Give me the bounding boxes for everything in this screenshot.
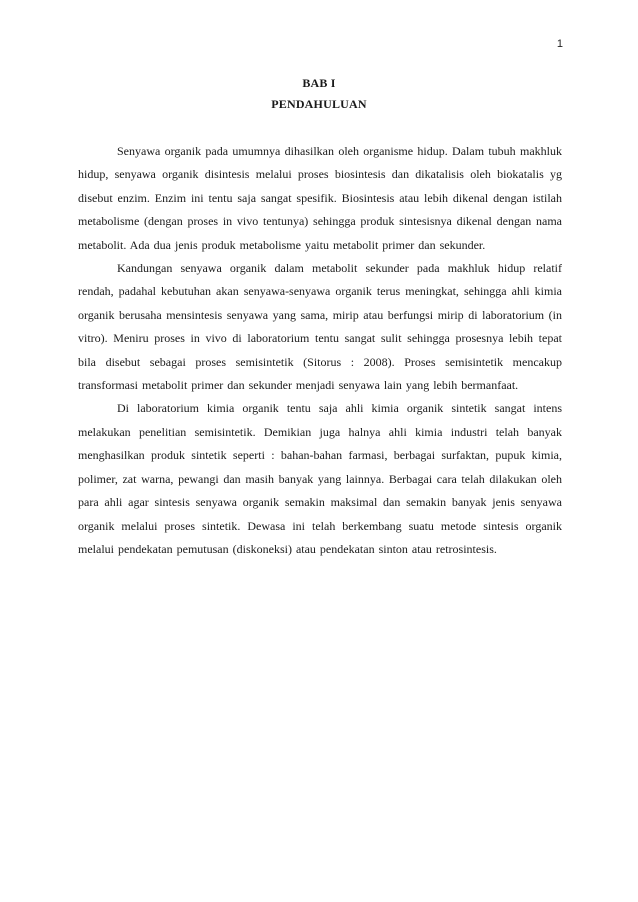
paragraph-1: Senyawa organik pada umumnya dihasilkan oleh organisme hidup. Dalam tubuh makhluk hidup, senyawa organik disintesis melalui proses biosintesis dan dikatalisis oleh biokatalis yg disebut enzim. Enzim ini tentu saja sangat spesifik. Biosintesis atau lebih dikenal dengan istilah metabolisme (dengan proses in vivo tentunya) sehingga produk sintesisnya dikenal dengan nama metabolit. Ada dua jenis produk metabolisme yaitu metabolit primer dan sekunder. — [78, 144, 562, 252]
chapter-label: BAB I — [302, 76, 336, 90]
paragraph-2: Kandungan senyawa organik dalam metabolit sekunder pada makhluk hidup relatif rendah, padahal kebutuhan akan senyawa-senyawa organik terus meningkat, sehingga ahli kimia organik berusaha mensintesis senyawa yang sama, mirip atau berfungsi mirip di laboratorium (in vitro). Meniru proses in vivo di laboratorium tentu sangat sulit sehingga prosesnya lebih tepat bila disebut sebagai proses semisintetik (Sitorus : 2008). Proses semisintetik mencakup transformasi metabolit primer dan sekunder menjadi senyawa lain yang lebih bermanfaat. — [78, 261, 562, 393]
body-text — [78, 140, 562, 561]
page-number: 1 — [556, 38, 563, 50]
chapter-title: PENDAHULUAN — [271, 97, 367, 111]
paragraph-3: Di laboratorium kimia organik tentu saja ahli kimia organik sintetik sangat intens melakukan penelitian semisintetik. Demikian juga halnya ahli kimia industri telah banyak menghasilkan produk sintetik seperti : bahan-bahan farmasi, berbagai surfaktan, pupuk kimia, polimer, zat warna, pewangi dan masih banyak yang lainnya. Berbagai cara telah dilakukan oleh para ahli agar sintesis senyawa organik semakin maksimal dan semakin banyak jenis senyawa organik melalui proses sintetik. Dewasa ini telah berkembang suatu metode sintesis organik melalui pendekatan pemutusan (diskoneksi) atau pendekatan sinton atau retrosintesis. — [78, 401, 562, 556]
